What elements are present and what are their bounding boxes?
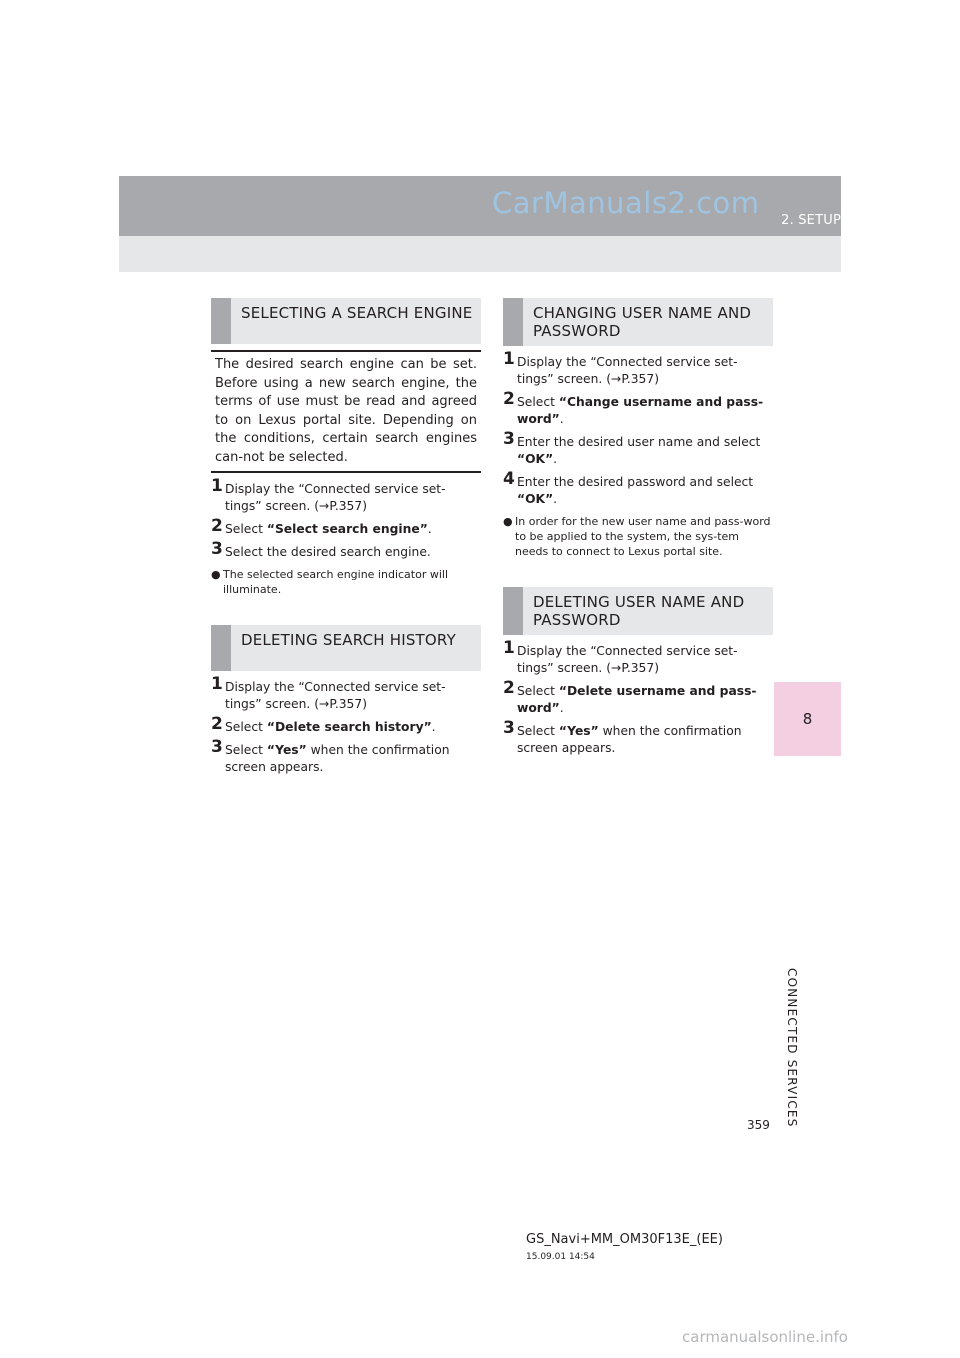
step-text: Select — [225, 522, 267, 536]
step-text: Display the “Connected service set-tings” screen. (→P.357) — [225, 482, 446, 513]
step-number: 1 — [503, 638, 515, 658]
step-number: 2 — [211, 516, 223, 536]
step-number: 4 — [503, 469, 515, 489]
step-number: 2 — [503, 678, 515, 698]
step-item — [503, 349, 773, 388]
step-number: 2 — [503, 389, 515, 409]
step-item — [503, 389, 773, 428]
step-option-label: “Yes” — [266, 743, 307, 757]
step-text: Display the “Connected service set-tings” screen. (→P.357) — [517, 355, 738, 386]
section-heading-search-engine: SELECTING A SEARCH ENGINE — [211, 298, 481, 344]
step-option-label: “OK” — [517, 492, 554, 506]
step-option-label: “Delete username and pass-word” — [517, 684, 757, 715]
step-item — [211, 714, 481, 736]
bullet-icon: ● — [503, 515, 513, 528]
step-text-end: . — [553, 492, 558, 506]
step-number: 1 — [211, 674, 223, 694]
header-subband — [119, 236, 841, 272]
footer-site-watermark[interactable]: carmanualsonline.info — [682, 1328, 848, 1346]
step-number: 1 — [211, 476, 223, 496]
section-heading-change-user: CHANGING USER NAME AND PASSWORD — [503, 298, 773, 346]
step-text: Select — [517, 684, 559, 698]
step-text: Select the desired search engine. — [225, 545, 431, 559]
search-history-steps — [211, 674, 481, 776]
step-text: Display the “Connected service set-tings” screen. (→P.357) — [225, 680, 446, 711]
step-item — [211, 737, 481, 776]
step-item — [211, 539, 481, 561]
section-heading-delete-user: DELETING USER NAME AND PASSWORD — [503, 587, 773, 635]
step-option-label: “Delete search history” — [266, 720, 432, 734]
note-text: In order for the new user name and pass-word to be applied to the system, the sys-tem needs to connect to Lexus portal site. — [515, 515, 771, 558]
left-column — [211, 298, 481, 782]
step-text: Select — [517, 395, 559, 409]
note-bullet — [211, 567, 481, 597]
step-text-end: . — [427, 522, 432, 536]
step-option-label: “Select search engine” — [266, 522, 428, 536]
step-text-end: . — [431, 720, 436, 734]
note-bullet — [503, 514, 773, 559]
search-engine-intro: The desired search engine can be set. Before using a new search engine, the terms of use must be read and agreed to on Lexus portal site. Depending on the conditions, certain search engines can-not be selected. — [211, 350, 481, 473]
step-item — [211, 476, 481, 515]
step-number: 3 — [503, 429, 515, 449]
step-item — [211, 674, 481, 713]
step-option-label: “OK” — [517, 452, 554, 466]
delete-user-steps — [503, 638, 773, 757]
change-user-steps — [503, 349, 773, 508]
step-item — [503, 638, 773, 677]
step-text-end: . — [553, 452, 558, 466]
step-text: Enter the desired user name and select — [517, 435, 761, 449]
step-text: Display the “Connected service set-tings” screen. (→P.357) — [517, 644, 738, 675]
chapter-tab[interactable]: 8 — [774, 682, 841, 756]
step-item — [503, 469, 773, 508]
step-number: 3 — [503, 718, 515, 738]
section-title: 2. SETUP — [781, 213, 841, 228]
step-item — [503, 429, 773, 468]
document-date: 15.09.01 14:54 — [526, 1252, 595, 1262]
step-text-end: . — [559, 701, 564, 715]
step-number: 3 — [211, 737, 223, 757]
step-text: Enter the desired password and select — [517, 475, 754, 489]
step-option-label: “Change username and pass-word” — [517, 395, 764, 426]
section-heading-search-history: DELETING SEARCH HISTORY — [211, 625, 481, 671]
step-number: 1 — [503, 349, 515, 369]
step-text: Select — [225, 743, 267, 757]
step-text: Select — [225, 720, 267, 734]
step-option-label: “Yes” — [558, 724, 599, 738]
step-item — [503, 678, 773, 717]
watermark-logo[interactable]: CarManuals2.com — [492, 186, 760, 220]
bullet-icon: ● — [211, 568, 221, 581]
step-text-end: when the confirmation screen appears. — [225, 743, 450, 774]
step-text-end: when the confirmation screen appears. — [517, 724, 742, 755]
page-number: 359 — [747, 1118, 770, 1132]
step-item — [503, 718, 773, 757]
right-column — [503, 298, 773, 763]
step-number: 3 — [211, 539, 223, 559]
step-text: Select — [517, 724, 559, 738]
note-text: The selected search engine indicator will illuminate. — [223, 568, 449, 596]
step-number: 2 — [211, 714, 223, 734]
step-item — [211, 516, 481, 538]
document-code: GS_Navi+MM_OM30F13E_(EE) — [526, 1232, 723, 1247]
step-text-end: . — [559, 412, 564, 426]
search-engine-steps — [211, 476, 481, 561]
